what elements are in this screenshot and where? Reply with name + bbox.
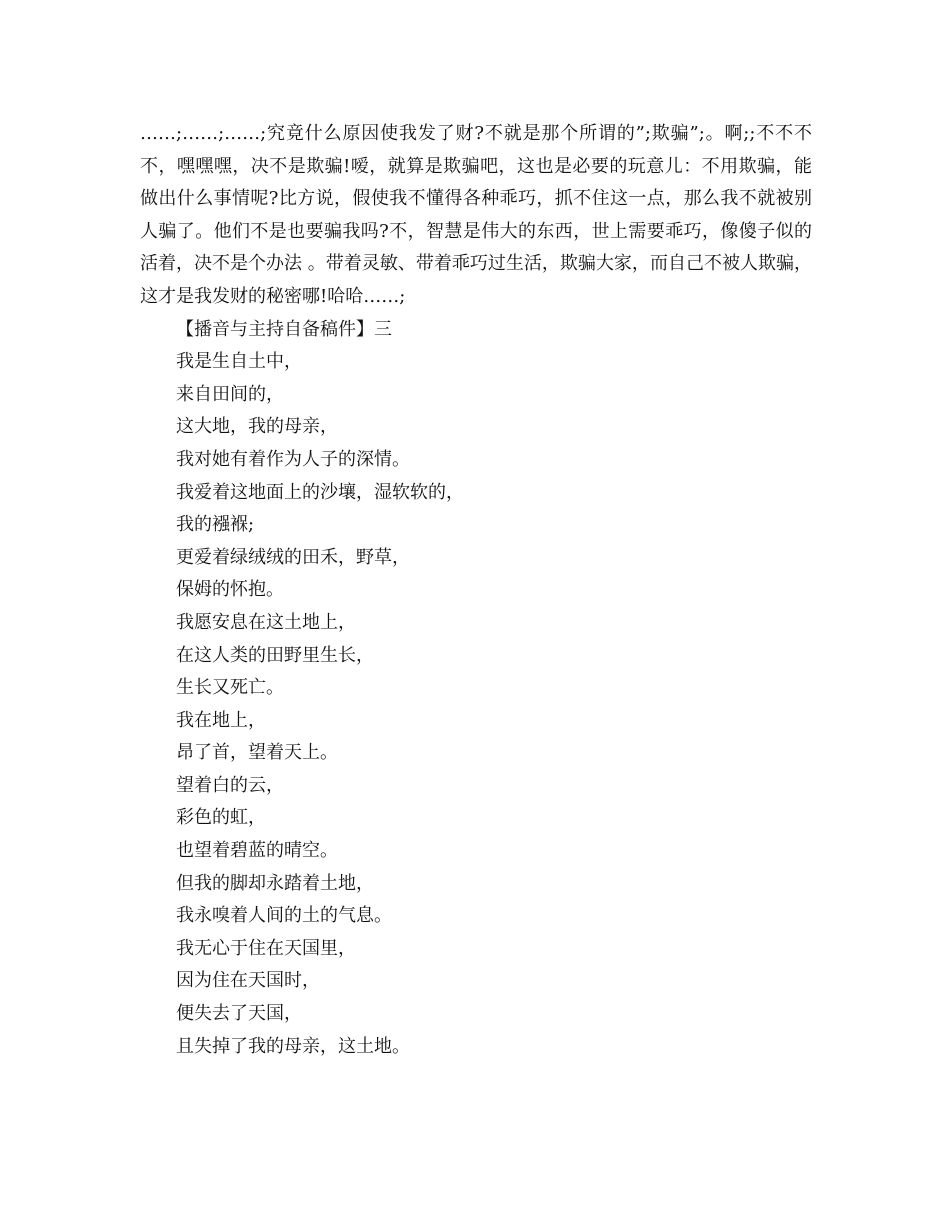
poem-line: 在这人类的田野里生长， [176, 644, 374, 666]
prose-paragraph: ……;……;……;究竟什么原因使我发了财?不就是那个所谓的”;欺骗”;。啊;;不不不不，嘿嘿嘿，决不是欺骗!嗳，就算是欺骗吧，这也是必要的玩意儿：不用欺骗，能做出什么事情呢?比方说，假使我不懂得各种乖巧，抓不住这一点，那么我不就被别人骗了。他们不是也要骗我吗?不，智慧是伟大的东西，世上需要乖巧，像傻子似的活着，决不是个办法 。带着灵敏、带着乖巧过生活，欺骗大家，而自己不被人欺骗，这才是我发财的秘密哪!哈哈……; [140, 123, 812, 307]
poem [140, 346, 812, 1063]
poem-line: 我愿安息在这土地上， [176, 611, 356, 633]
poem-line: 来自田间的， [176, 383, 284, 405]
section-heading: 【播音与主持自备稿件】三 [176, 318, 392, 340]
poem-line: 保姆的怀抱。 [176, 579, 284, 601]
poem-line: 我对她有着作为人子的深情。 [176, 448, 410, 470]
poem-line: 但我的脚却永踏着土地， [176, 872, 374, 894]
poem-line: 因为住在天国时， [176, 970, 320, 992]
poem-line: 便失去了天国， [176, 1003, 302, 1025]
poem-line: 彩色的虹， [176, 807, 266, 829]
document-body [140, 118, 812, 1063]
poem-line: 我无心于住在天国里， [176, 937, 356, 959]
poem-line: 望着白的云， [176, 774, 284, 796]
poem-line: 生长又死亡。 [176, 677, 284, 699]
poem-line: 且失掉了我的母亲，这土地。 [176, 1035, 410, 1057]
poem-line: 我在地上， [176, 709, 266, 731]
poem-line: 我是生自土中， [176, 351, 302, 373]
poem-line: 这大地，我的母亲， [176, 416, 338, 438]
poem-line: 更爱着绿绒绒的田禾，野草， [176, 546, 410, 568]
poem-line: 我的襁褓; [176, 514, 255, 536]
poem-line: 昂了首，望着天上。 [176, 742, 338, 764]
poem-line: 也望着碧蓝的晴空。 [176, 840, 338, 862]
poem-line: 我爱着这地面上的沙壤，湿软软的， [176, 481, 464, 503]
poem-line: 我永嗅着人间的土的气息。 [176, 905, 392, 927]
